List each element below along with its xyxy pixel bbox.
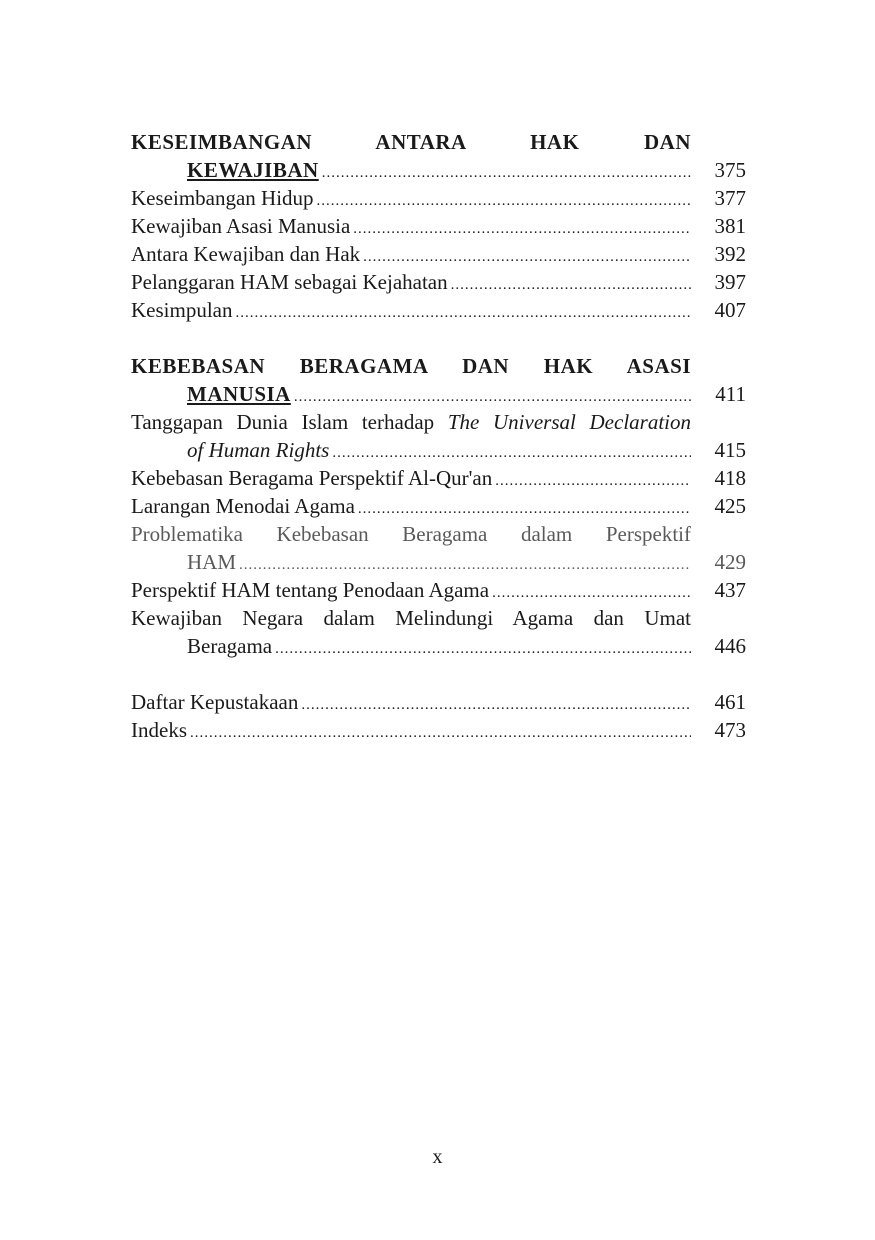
section-heading-2-line2: MANUSIA	[187, 382, 291, 406]
section-heading-2-continuation[interactable]	[131, 380, 746, 408]
toc-entry-title: Pelanggaran HAM sebagai Kejahatan	[131, 270, 448, 294]
section-heading-2-line1: KEBEBASAN BERAGAMA DAN HAK ASASI	[131, 354, 691, 378]
page-number: 418	[714, 466, 746, 490]
page-number: 429	[714, 550, 746, 574]
page-number: 375	[714, 158, 746, 182]
section-heading-1-continuation[interactable]	[131, 156, 746, 184]
page-number: 446	[714, 634, 746, 658]
toc-entry[interactable]	[131, 184, 746, 212]
page-number: 425	[714, 494, 746, 518]
page-number: 411	[715, 382, 746, 406]
dot-leader	[322, 159, 691, 184]
dot-leader	[294, 383, 691, 408]
dot-leader	[363, 243, 691, 268]
section-heading-1-line2: KEWAJIBAN	[187, 158, 319, 182]
page-number: 397	[714, 270, 746, 294]
toc-entry-continuation[interactable]	[131, 632, 746, 660]
toc-entry-multiline[interactable]	[131, 408, 746, 436]
toc-entry-title: Tanggapan Dunia Islam terhadap	[131, 410, 435, 434]
page-number: 473	[714, 718, 746, 742]
dot-leader	[495, 467, 691, 492]
toc-entry[interactable]	[131, 492, 746, 520]
toc-entry-title: HAM	[187, 550, 237, 574]
toc-entry-title: Beragama	[187, 634, 273, 658]
toc-entry-continuation[interactable]	[131, 548, 746, 576]
toc-entry-title-italic: of Human Rights	[187, 438, 330, 462]
page-number: 381	[714, 214, 746, 238]
toc-entry-multiline[interactable]	[131, 520, 746, 548]
toc-entry-title: Kesimpulan	[131, 298, 233, 322]
section-spacer	[131, 324, 746, 352]
toc-entry[interactable]	[131, 576, 746, 604]
toc-entry-title: Antara Kewajiban dan Hak	[131, 242, 361, 266]
toc-entry-title: Indeks	[131, 718, 187, 742]
dot-leader	[492, 579, 691, 604]
toc-entry-title-italic: The Universal Declaration	[447, 410, 691, 434]
toc-entry[interactable]	[131, 240, 746, 268]
dot-leader	[239, 551, 691, 576]
toc-entry-bibliography[interactable]	[131, 688, 746, 716]
page-number: 407	[714, 298, 746, 322]
section-spacer	[131, 660, 746, 688]
dot-leader	[301, 691, 691, 716]
section-heading-2	[131, 352, 746, 380]
page-number: 377	[714, 186, 746, 210]
toc-entry[interactable]	[131, 296, 746, 324]
toc-entry-title: Perspektif HAM tentang Penodaan Agama	[131, 578, 490, 602]
toc-entry[interactable]	[131, 268, 746, 296]
toc-entry-title: Kewajiban Asasi Manusia	[131, 214, 351, 238]
dot-leader	[358, 495, 691, 520]
toc-entry-title: Kebebasan Beragama Perspektif Al-Qur'an	[131, 466, 493, 490]
toc-entry[interactable]	[131, 212, 746, 240]
toc-entry-title: Larangan Menodai Agama	[131, 494, 355, 518]
toc-entry-title: Keseimbangan Hidup	[131, 186, 314, 210]
toc-entry-line1: Kewajiban Negara dalam Melindungi Agama dan Umat	[131, 606, 691, 630]
dot-leader	[235, 299, 691, 324]
page-number: 437	[714, 578, 746, 602]
toc-entry-multiline[interactable]	[131, 604, 746, 632]
toc-entry-line1	[131, 408, 691, 436]
toc-entry-index[interactable]	[131, 716, 746, 744]
toc-entry-title: Daftar Kepustakaan	[131, 690, 299, 714]
dot-leader	[190, 719, 691, 744]
dot-leader	[353, 215, 691, 240]
dot-leader	[332, 439, 691, 464]
page-number: 415	[714, 438, 746, 462]
toc-entry[interactable]	[131, 464, 746, 492]
toc-entry-continuation[interactable]	[131, 436, 746, 464]
dot-leader	[317, 187, 691, 212]
section-heading-1-line1: KESEIMBANGAN ANTARA HAK DAN	[131, 130, 691, 154]
table-of-contents	[131, 128, 746, 744]
page-folio: x	[432, 1146, 443, 1168]
section-heading-1	[131, 128, 746, 156]
dot-leader	[451, 271, 691, 296]
toc-entry-line1: Problematika Kebebasan Beragama dalam Perspektif	[131, 522, 691, 546]
page-number: 461	[714, 690, 746, 714]
page-number: 392	[714, 242, 746, 266]
dot-leader	[275, 635, 691, 660]
